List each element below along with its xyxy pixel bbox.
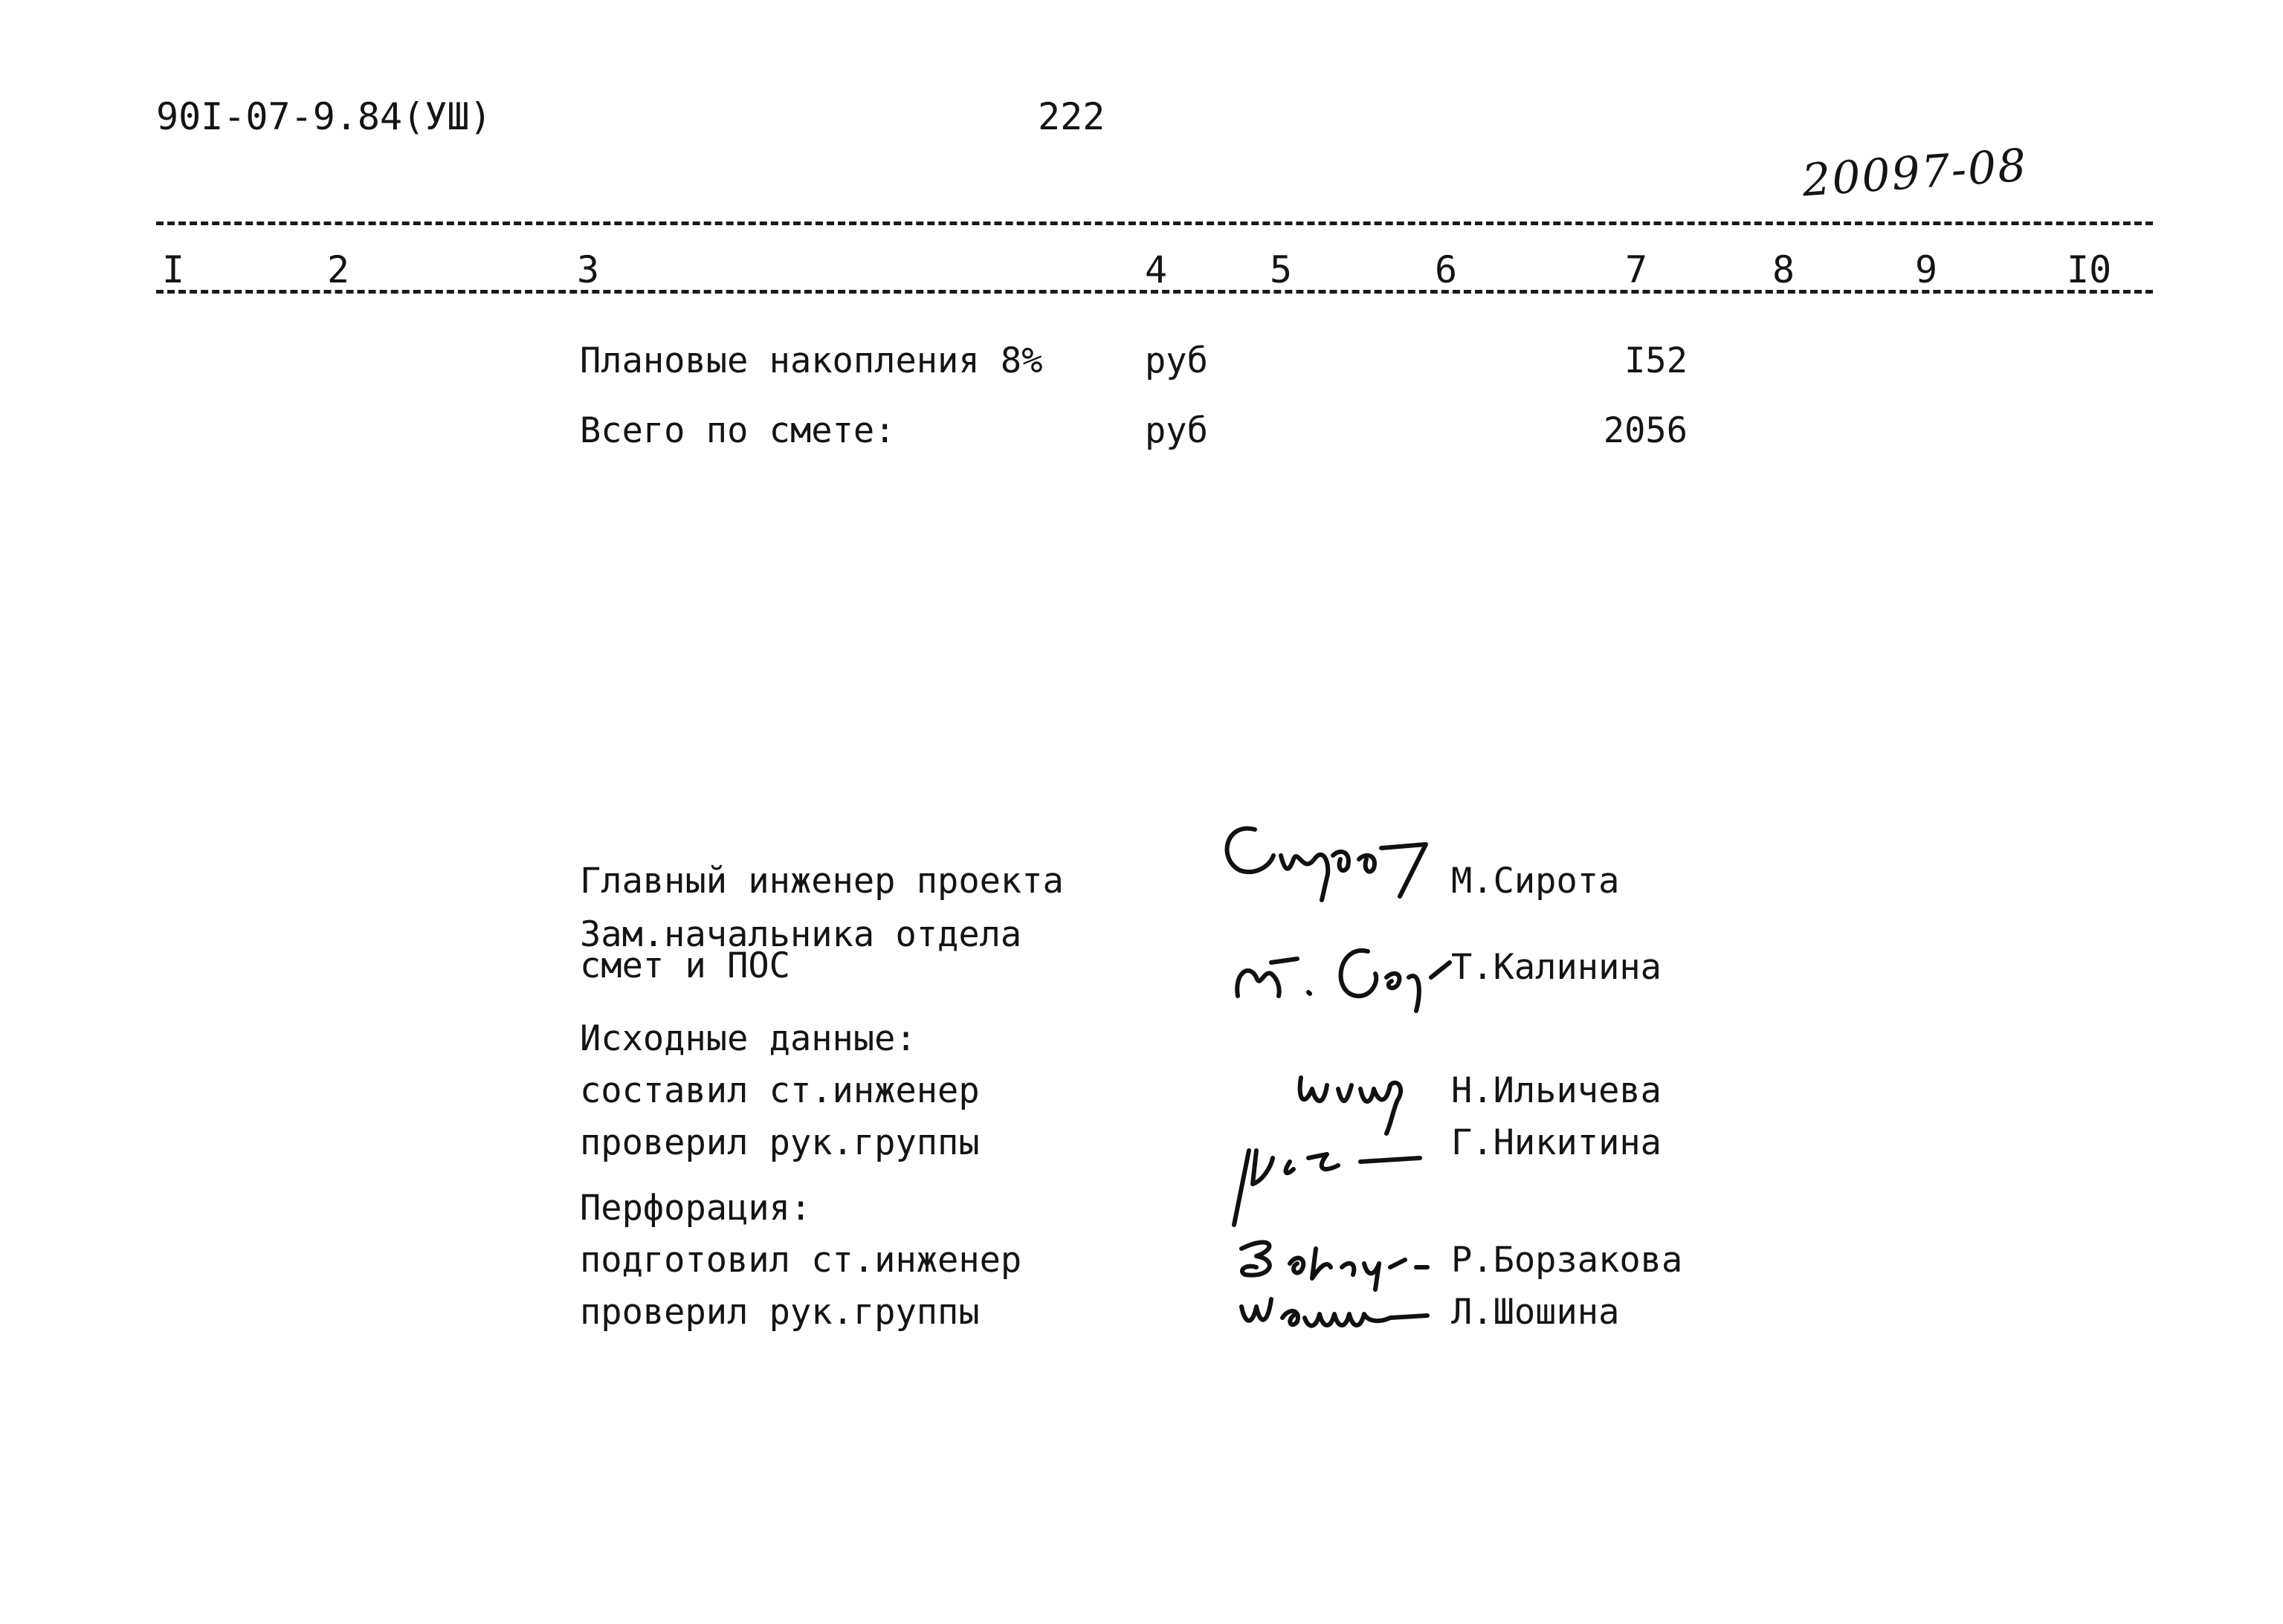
signature-compiled (1286, 1055, 1435, 1140)
column-number-4: 4 (1145, 248, 1168, 291)
signature-checked (1219, 1128, 1442, 1235)
prepared-label: подготовил ст.инженер (580, 1240, 1022, 1281)
chief-engineer-label: Главный инженер проекта (580, 861, 1064, 902)
column-number-6: 6 (1435, 248, 1458, 291)
page-number: 222 (1038, 95, 1105, 138)
summary-unit-planned-savings: руб (1145, 340, 1208, 381)
perforation-heading: Перфорация: (580, 1188, 812, 1229)
column-number-9: 9 (1915, 248, 1938, 291)
column-number-10: I0 (2067, 248, 2112, 291)
source-data-heading: Исходные данные: (580, 1018, 917, 1059)
signature-chief-engineer (1210, 815, 1456, 907)
checked-name: Г.Никитина (1451, 1122, 1662, 1163)
perforation-checked-label: проверил рук.группы (580, 1292, 980, 1333)
compiled-name: Н.Ильичева (1451, 1070, 1662, 1111)
signature-deputy-head (1227, 922, 1465, 1021)
deputy-head-name: Т.Калинина (1451, 947, 1662, 988)
column-number-1: I (162, 248, 185, 291)
summary-value-planned-savings: I52 (1624, 340, 1688, 381)
compiled-label: составил ст.инженер (580, 1070, 980, 1111)
column-number-8: 8 (1772, 248, 1795, 291)
summary-label-planned-savings: Плановые накопления 8% (580, 340, 1043, 381)
table-top-rule (156, 221, 2153, 225)
column-number-5: 5 (1270, 248, 1293, 291)
chief-engineer-name: М.Сирота (1451, 861, 1620, 902)
column-number-2: 2 (327, 248, 350, 291)
handwritten-number: 20097-08 (1800, 139, 2029, 207)
prepared-name: Р.Борзакова (1451, 1240, 1683, 1281)
summary-label-total: Всего по смете: (580, 410, 896, 451)
document-code: 90I-07-9.84(УШ) (156, 95, 492, 138)
deputy-head-label-line2: смет и ПОС (580, 945, 790, 986)
perforation-checked-name: Л.Шошина (1451, 1292, 1620, 1333)
checked-label: проверил рук.группы (580, 1122, 980, 1163)
deputy-head-label-line1: Зам.начальника отдела (580, 914, 1022, 955)
signature-perforation-checked (1227, 1277, 1450, 1347)
summary-unit-total: руб (1145, 410, 1208, 451)
column-number-7: 7 (1625, 248, 1648, 291)
summary-value-total: 2056 (1603, 410, 1688, 451)
column-number-3: 3 (577, 248, 600, 291)
